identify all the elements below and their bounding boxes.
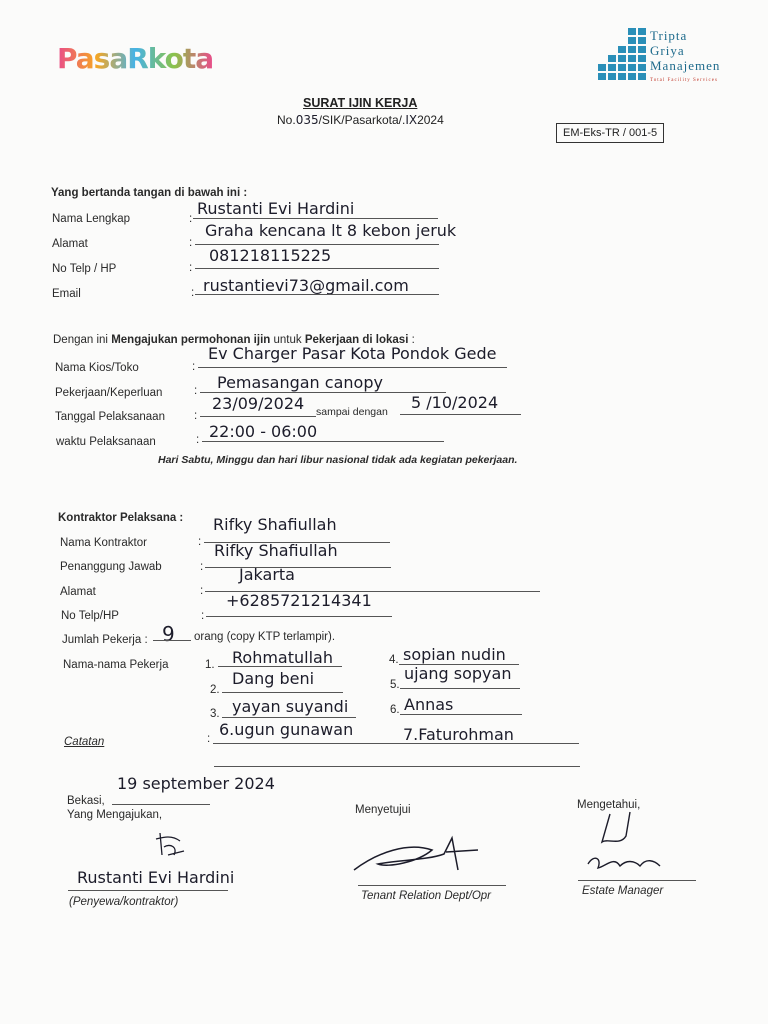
- worker-name: sopian nudin: [403, 645, 506, 664]
- contractor-name-value: Rifky Shafiullah: [214, 541, 338, 560]
- date-label: Tanggal Pelaksanaan: [55, 411, 165, 423]
- contractor-phone-label: No Telp/HP: [61, 610, 119, 622]
- address-label: Alamat: [52, 238, 88, 250]
- applicant-name: Rustanti Evi Hardini: [77, 868, 235, 887]
- kios-label: Nama Kios/Toko: [55, 362, 139, 374]
- colon: :: [189, 262, 193, 274]
- colon: :: [189, 237, 193, 249]
- applicant-signature: [150, 825, 190, 865]
- phone-value: 081218115225: [209, 246, 332, 265]
- holiday-note: Hari Sabtu, Minggu dan hari libur nasional tidak ada kegiatan pekerjaan.: [158, 454, 518, 466]
- contractor-heading: Kontraktor Pelaksana :: [58, 512, 184, 524]
- colon: :: [198, 536, 202, 548]
- colon: :: [201, 610, 205, 622]
- known-label: Mengetahui,: [577, 799, 641, 811]
- submitted-by-label: Yang Mengajukan,: [67, 809, 163, 821]
- tripta-griya-logo: [596, 24, 746, 84]
- tenant-relation-role: Tenant Relation Dept/Opr: [361, 890, 491, 902]
- date-from-value: 23/09/2024: [212, 394, 305, 413]
- worker-num: 3.: [210, 708, 220, 720]
- name-label: Nama Lengkap: [52, 213, 130, 225]
- applicant-role: (Penyewa/kontraktor): [69, 896, 179, 908]
- pic-value: Jakarta: [239, 565, 295, 584]
- worker-count-suffix: orang (copy KTP terlampir).: [194, 631, 336, 643]
- email-label: Email: [52, 288, 81, 300]
- tripta-sub: Total Facility Services: [650, 78, 718, 83]
- email-value: rustantievi73@gmail.com: [203, 276, 409, 295]
- address-value: Graha kencana lt 8 kebon jeruk: [205, 221, 457, 240]
- contractor-address-value: +6285721214341: [226, 591, 372, 610]
- contractor-name-label: Nama Kontraktor: [60, 537, 147, 549]
- colon: :: [191, 287, 195, 299]
- worker-num: 1.: [205, 659, 215, 671]
- pasarkota-logo: PasaRkota: [57, 42, 214, 75]
- tripta-line-2: Griya: [650, 43, 685, 58]
- applicant-heading: Yang bertanda tangan di bawah ini :: [51, 187, 248, 199]
- colon: :: [196, 434, 200, 446]
- tripta-line-3: Manajemen: [650, 58, 721, 73]
- worker-count-value: 9: [162, 622, 175, 646]
- colon: :: [207, 733, 211, 745]
- catatan-value-2: 7.Faturohman: [403, 725, 514, 744]
- worker-num: 6.: [390, 704, 400, 716]
- worker-num: 5.: [390, 679, 400, 691]
- worker-name: Rohmatullah: [232, 648, 333, 667]
- tripta-line-1: Tripta: [650, 28, 688, 43]
- colon: :: [200, 561, 204, 573]
- contractor-address-label: Alamat: [60, 586, 96, 598]
- kios-value: Ev Charger Pasar Kota Pondok Gede: [208, 344, 497, 363]
- approved-label: Menyetujui: [355, 804, 411, 816]
- colon: :: [200, 585, 204, 597]
- worker-name: Dang beni: [232, 669, 315, 688]
- job-value: Pemasangan canopy: [217, 373, 383, 392]
- signing-date: 19 september 2024: [117, 774, 275, 793]
- worker-count-label: Jumlah Pekerja :: [62, 634, 148, 646]
- colon: :: [194, 385, 198, 397]
- pic-label: Penanggung Jawab: [60, 561, 162, 573]
- catatan-label: Catatan: [64, 736, 105, 748]
- name-value: Rustanti Evi Hardini: [197, 199, 355, 218]
- catatan-value-1: 6.ugun gunawan: [219, 720, 354, 739]
- time-label: waktu Pelaksanaan: [56, 436, 156, 448]
- estate-manager-role: Estate Manager: [582, 885, 664, 897]
- worker-name: ujang sopyan: [404, 664, 512, 683]
- colon: :: [194, 410, 198, 422]
- approver-signature: [348, 830, 488, 880]
- worker-num: 2.: [210, 684, 220, 696]
- document-number: No.035/SIK/Pasarkota/.IX2024: [277, 113, 444, 127]
- worker-num: 4.: [389, 654, 399, 666]
- colon: :: [192, 361, 196, 373]
- date-to-value: 5 /10/2024: [411, 393, 499, 412]
- worker-name: Annas: [404, 695, 454, 714]
- job-label: Pekerjaan/Keperluan: [55, 387, 163, 399]
- estate-manager-signature: [580, 806, 680, 886]
- document-code: EM-Eks-TR / 001-5: [556, 123, 664, 143]
- date-separator: sampai dengan: [316, 406, 388, 418]
- phone-label: No Telp / HP: [52, 263, 117, 275]
- tripta-building-icon: [596, 28, 648, 84]
- time-value: 22:00 - 06:00: [209, 422, 318, 441]
- signing-place: Bekasi,: [67, 795, 105, 807]
- workers-label: Nama-nama Pekerja: [63, 659, 169, 671]
- document-title: SURAT IJIN KERJA: [303, 96, 418, 110]
- worker-name: yayan suyandi: [232, 697, 349, 716]
- colon: :: [189, 213, 193, 225]
- request-heading: Dengan ini Mengajukan permohonan ijin untuk Pekerjaan di lokasi :: [53, 334, 415, 346]
- contractor-heading-value: Rifky Shafiullah: [213, 515, 337, 534]
